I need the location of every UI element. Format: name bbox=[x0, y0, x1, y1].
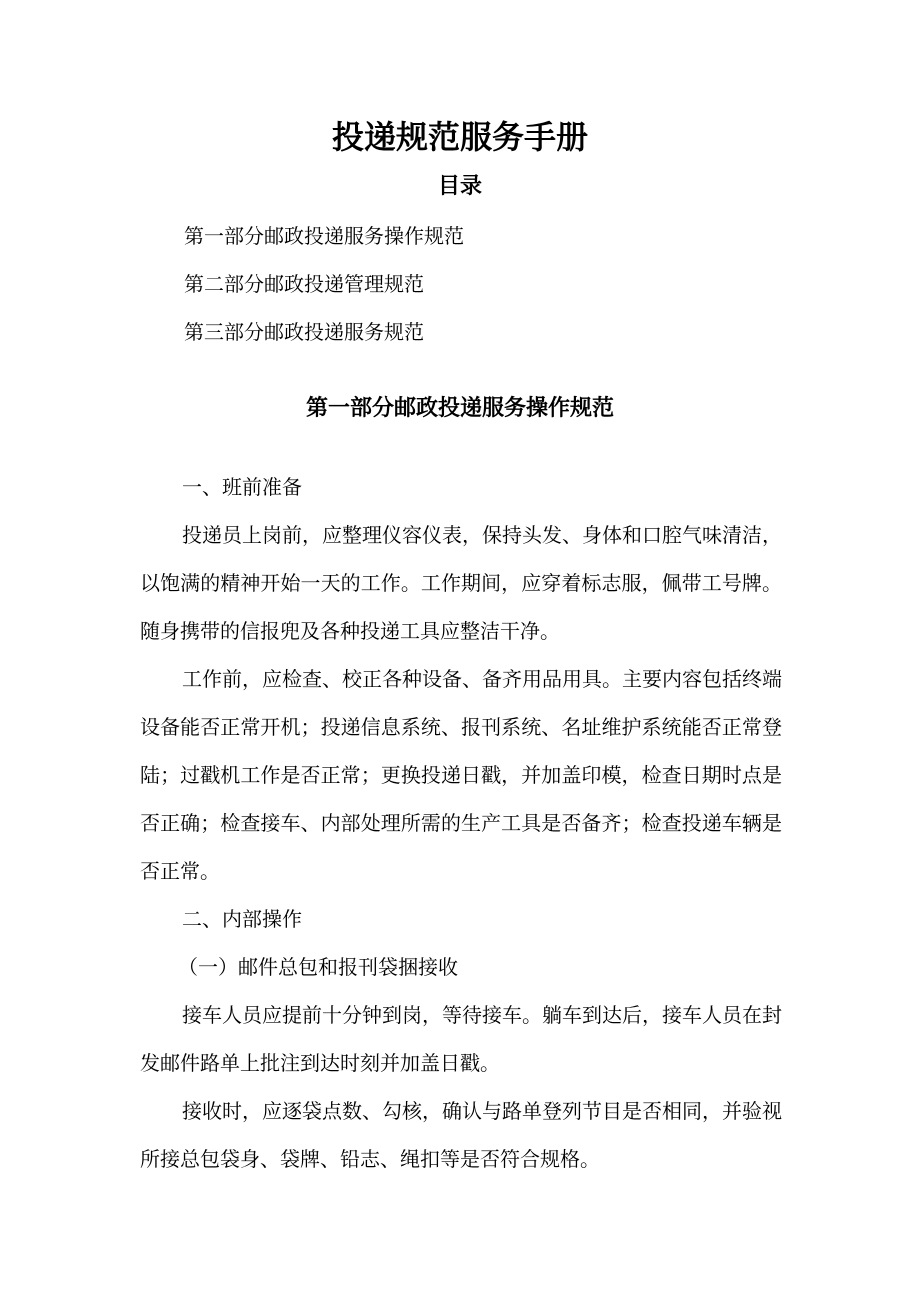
toc-item: 第一部分邮政投递服务操作规范 bbox=[184, 224, 464, 248]
toc-item: 第三部分邮政投递服务规范 bbox=[184, 320, 424, 344]
toc-item: 第二部分邮政投递管理规范 bbox=[184, 272, 424, 296]
body-text bbox=[140, 463, 782, 1183]
subsection-heading: 二、内部操作 bbox=[182, 907, 302, 931]
paragraph: 接车人员应提前十分钟到岗，等待接车。躺车到达后，接车人员在封发邮件路单上批注到达时刻并加盖日戳。 bbox=[140, 1003, 782, 1075]
toc-list bbox=[184, 212, 464, 356]
toc-heading: 目录 bbox=[437, 173, 482, 199]
subsection-heading: 一、班前准备 bbox=[182, 475, 302, 499]
document-title: 投递规范服务手册 bbox=[331, 118, 588, 156]
paragraph: 投递员上岗前，应整理仪容仪表，保持头发、身体和口腔气味清洁，以饱满的精神开始一天的工作。工作期间，应穿着标志服，佩带工号牌。随身携带的信报兜及各种投递工具应整洁干净。 bbox=[140, 523, 782, 643]
paragraph: 工作前，应检查、校正各种设备、备齐用品用具。主要内容包括终端设备能否正常开机；投递信息系统、报刊系统、名址维护系统能否正常登陆；过戳机工作是否正常；更换投递日戳，并加盖印模，检查日期时点是否正确；检查接车、内部处理所需的生产工具是否备齐；检查投递车辆是否正常。 bbox=[140, 667, 782, 883]
subsubsection-heading: （一）邮件总包和报刊袋捆接收 bbox=[178, 955, 458, 979]
paragraph: 接收时，应逐袋点数、勾核，确认与路单登列节目是否相同，并验视所接总包袋身、袋牌、铅志、绳扣等是否符合规格。 bbox=[140, 1099, 782, 1171]
section-heading: 第一部分邮政投递服务操作规范 bbox=[305, 395, 614, 421]
